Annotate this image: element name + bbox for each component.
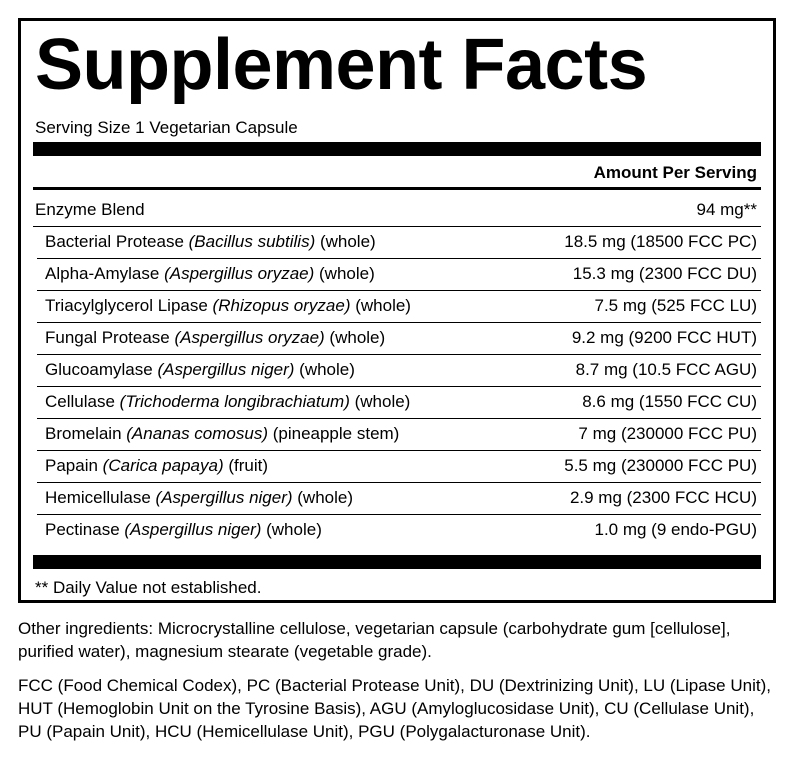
ingredient-source-species: (Aspergillus niger) (157, 360, 295, 379)
ingredient-row (33, 419, 761, 451)
ingredient-row (33, 323, 761, 355)
ingredient-part: (whole) (292, 488, 354, 507)
ingredient-source-species: (Aspergillus niger) (155, 488, 293, 507)
enzyme-blend-name: Enzyme Blend (35, 200, 145, 219)
ingredient-amount: 8.7 mg (10.5 FCC AGU) (575, 360, 757, 379)
ingredient-name (45, 259, 375, 289)
ingredient-source-species: (Bacillus subtilis) (188, 232, 316, 251)
ingredient-amount: 15.3 mg (2300 FCC DU) (572, 264, 757, 283)
divider-thick-bottom (33, 555, 761, 569)
ingredient-row (33, 291, 761, 323)
ingredient-common-name: Pectinase (45, 520, 125, 539)
ingredient-common-name: Hemicellulase (45, 488, 156, 507)
ingredient-part: (whole) (261, 520, 322, 539)
ingredient-common-name: Alpha-Amylase (45, 264, 165, 283)
ingredient-source-species: (Aspergillus oryzae) (174, 328, 325, 347)
ingredient-part: (whole) (350, 296, 411, 315)
ingredient-row (33, 355, 761, 387)
ingredient-part: (whole) (324, 328, 386, 347)
ingredient-amount: 9.2 mg (9200 FCC HUT) (571, 328, 757, 347)
ingredient-name (45, 483, 353, 513)
ingredient-common-name: Bromelain (45, 424, 127, 443)
enzyme-blend-row (33, 195, 761, 227)
ingredient-name (45, 227, 376, 257)
ingredient-source-species: (Rhizopus oryzae) (212, 296, 351, 315)
ingredient-source-species: (Aspergillus niger) (124, 520, 262, 539)
ingredient-name (45, 355, 355, 385)
ingredient-common-name: Glucoamylase (45, 360, 158, 379)
ingredient-amount: 8.6 mg (1550 FCC CU) (582, 392, 757, 411)
enzyme-blend-amount: 94 mg** (696, 200, 757, 219)
ingredient-row (33, 259, 761, 291)
ingredient-source-species: (Trichoderma longibrachiatum) (119, 392, 350, 411)
ingredient-row (33, 387, 761, 419)
other-ingredients: Other ingredients: Microcrystalline cellulose, vegetarian capsule (carbohydrate gum [cellulose], purified water), magnesium stearate (vegetable grade). (18, 619, 731, 661)
ingredient-source-species: (Aspergillus oryzae) (164, 264, 315, 283)
ingredient-part: (whole) (349, 392, 411, 411)
ingredient-name (45, 451, 268, 481)
ingredient-name (45, 419, 399, 449)
ingredient-row (33, 227, 761, 259)
ingredient-name (45, 387, 410, 417)
ingredient-part: (whole) (314, 264, 375, 283)
units-legend: FCC (Food Chemical Codex), PC (Bacterial Protease Unit), DU (Dextrinizing Unit), LU (Lipase Unit), HUT (Hemoglobin Unit on the Tyrosine Basis), AGU (Amyloglucosidase Unit), CU (Cellulase Unit), PU (Papain Unit), HCU (Hemicellulase Unit), PGU (Polygalacturonase Unit). (18, 676, 771, 741)
ingredient-row (33, 483, 761, 515)
ingredient-source-species: (Carica papaya) (102, 456, 224, 475)
ingredient-row (33, 515, 761, 547)
ingredient-name (45, 515, 322, 545)
ingredient-source-species: (Ananas comosus) (126, 424, 268, 443)
ingredient-common-name: Cellulase (45, 392, 120, 411)
ingredient-common-name: Fungal Protease (45, 328, 175, 347)
ingredient-amount: 18.5 mg (18500 FCC PC) (564, 232, 757, 251)
ingredient-amount: 7.5 mg (525 FCC LU) (594, 296, 757, 315)
divider-thick-top (33, 142, 761, 156)
ingredient-name (45, 323, 385, 353)
ingredient-amount: 1.0 mg (9 endo-PGU) (594, 520, 757, 539)
ingredient-part: (pineapple stem) (268, 424, 400, 443)
ingredient-amount: 2.9 mg (2300 FCC HCU) (569, 488, 757, 507)
ingredient-name (45, 291, 411, 321)
ingredient-common-name: Papain (45, 456, 103, 475)
ingredient-common-name: Triacylglycerol Lipase (45, 296, 213, 315)
ingredient-amount: 5.5 mg (230000 FCC PU) (564, 456, 757, 475)
ingredient-common-name: Bacterial Protease (45, 232, 189, 251)
ingredient-amount: 7 mg (230000 FCC PU) (578, 424, 757, 443)
panel-title: Supplement Facts (35, 25, 648, 105)
amount-per-serving-header: Amount Per Serving (593, 163, 757, 182)
ingredient-row (33, 451, 761, 483)
serving-size: Serving Size 1 Vegetarian Capsule (35, 118, 298, 137)
daily-value-footnote: ** Daily Value not established. (35, 578, 262, 597)
ingredient-part: (fruit) (223, 456, 269, 475)
ingredient-part: (whole) (315, 232, 376, 251)
divider-thin (33, 187, 761, 190)
ingredient-part: (whole) (294, 360, 355, 379)
supplement-facts-panel (18, 18, 776, 603)
